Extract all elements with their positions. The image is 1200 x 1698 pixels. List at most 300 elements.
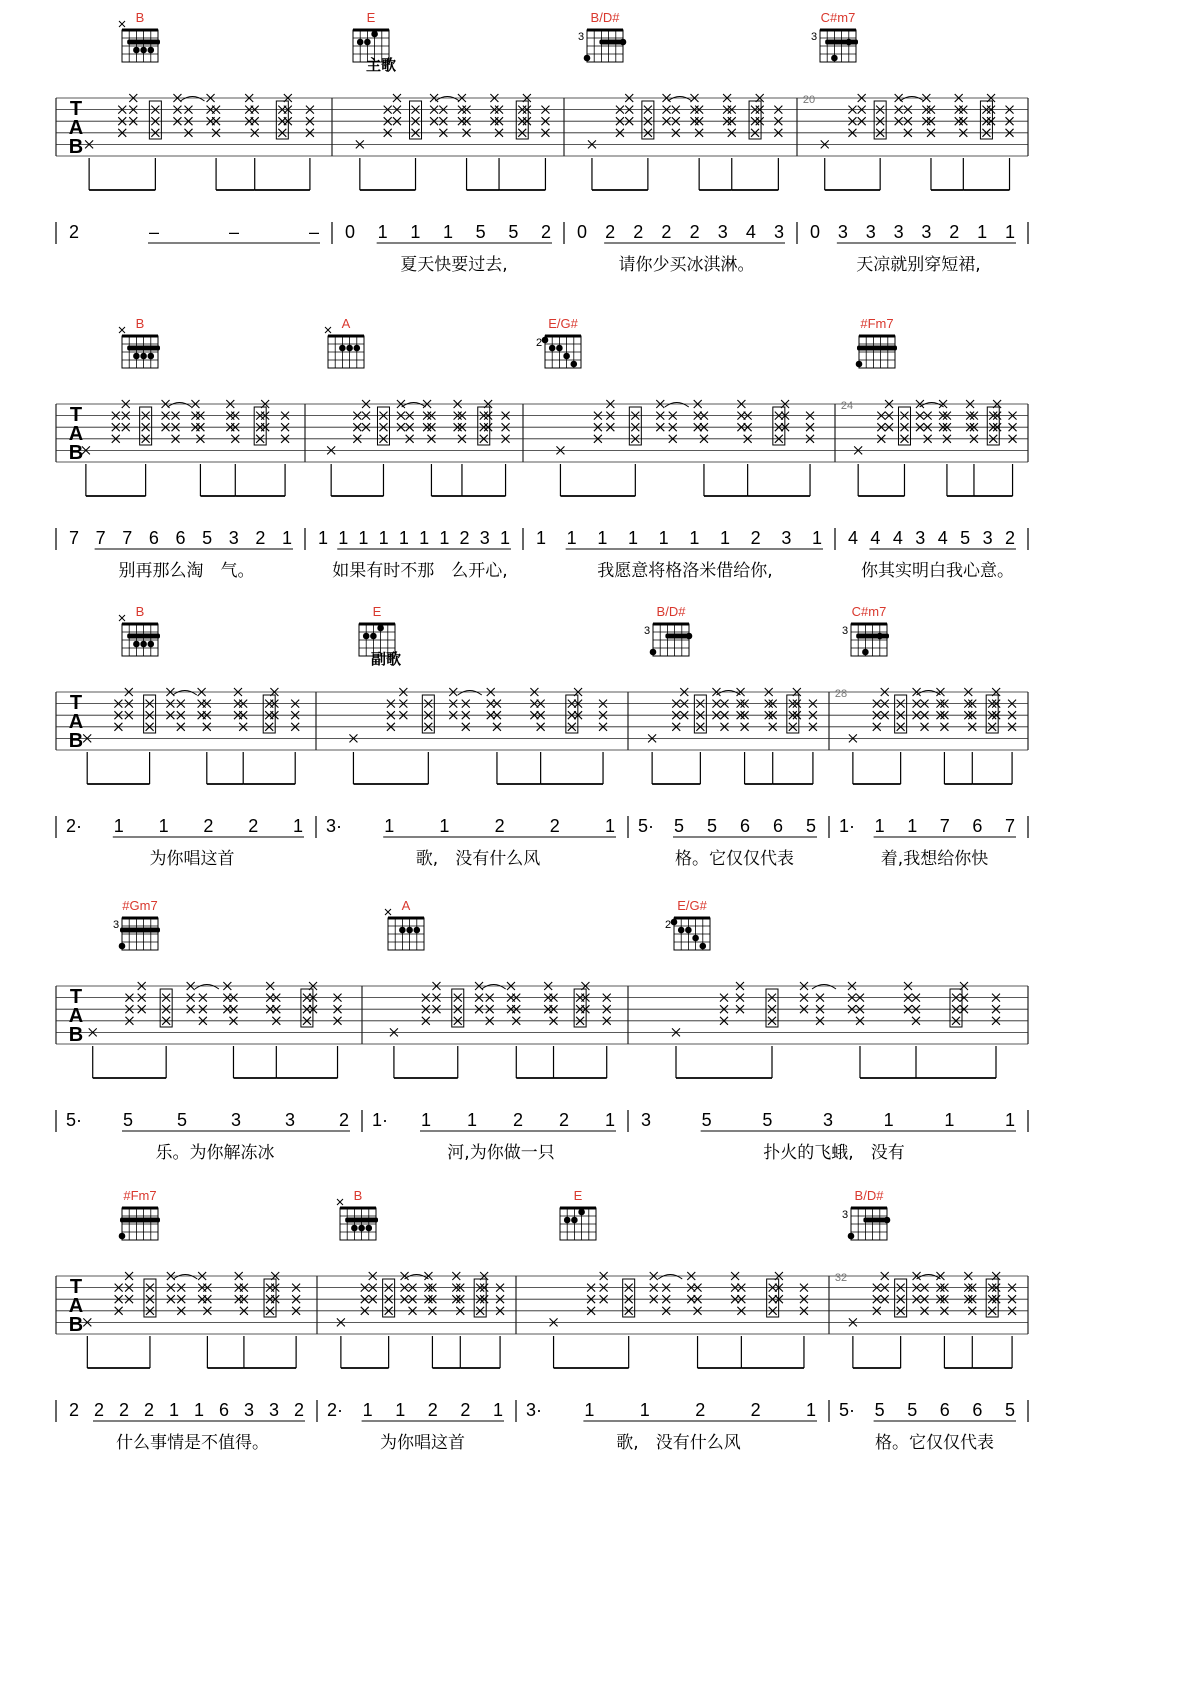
- lyric-line: 格。它仅仅代表: [675, 849, 794, 869]
- finger-dot: [364, 39, 371, 46]
- finger-dot: [884, 1217, 891, 1224]
- chord-diagram: [560, 1208, 596, 1240]
- jianpu-note: 6: [739, 816, 751, 836]
- chord-diagram: [671, 918, 710, 950]
- finger-dot: [848, 1233, 855, 1240]
- chord-diagram: [820, 30, 858, 62]
- jianpu-note: 1: [811, 528, 823, 548]
- tie-arc: [812, 985, 836, 990]
- finger-dot: [133, 353, 140, 360]
- jianpu-note: 1: [805, 1400, 817, 1420]
- jianpu-note: 1: [907, 816, 918, 836]
- tab-staff: [56, 982, 1028, 1078]
- jianpu-note: 4: [870, 528, 881, 548]
- measure-number: 20: [802, 94, 816, 106]
- jianpu-note: 4: [892, 528, 903, 548]
- finger-dot: [119, 1233, 126, 1240]
- tie-arc: [482, 985, 506, 990]
- tab-staff: [56, 688, 1028, 784]
- jianpu-note: 3: [893, 222, 904, 242]
- jianpu-note: 5: [907, 1400, 918, 1420]
- jianpu-note: 6: [939, 1400, 950, 1420]
- jianpu-note: 2: [427, 1400, 438, 1420]
- barre-mark: [127, 346, 160, 351]
- tab-clef-letter: T: [69, 986, 83, 1008]
- chord-diagram: [119, 1208, 160, 1240]
- finger-dot: [399, 927, 406, 934]
- jianpu-note: 1: [566, 528, 577, 548]
- jianpu-note: 1: [419, 528, 430, 548]
- jianpu-note: 2: [93, 1400, 105, 1420]
- tab-clef-letter: A: [68, 423, 84, 445]
- jianpu-note: 1: [439, 816, 450, 836]
- jianpu-note: 2: [68, 1400, 80, 1420]
- jianpu-note: 3: [243, 1400, 255, 1420]
- jianpu-note: 1: [719, 528, 731, 548]
- jianpu-note: 5: [805, 816, 817, 836]
- jianpu-note: 3: [284, 1110, 296, 1130]
- chord-name: B: [135, 316, 145, 331]
- jianpu-note: 7: [1004, 816, 1016, 836]
- jianpu-note: 7: [939, 816, 950, 836]
- chord-name: B: [135, 604, 145, 619]
- jianpu-note: 3: [915, 528, 926, 548]
- jianpu-note: 5·: [637, 816, 655, 836]
- jianpu-note: –: [308, 222, 320, 242]
- rhythm-pattern: [550, 1272, 808, 1368]
- finger-dot: [671, 919, 678, 926]
- finger-dot: [620, 39, 627, 46]
- jianpu-note: 5: [673, 816, 685, 836]
- jianpu-note: 7: [95, 528, 106, 548]
- fret-number: 2: [664, 919, 672, 931]
- jianpu-note: 6: [175, 528, 186, 548]
- jianpu-note: 2: [494, 816, 505, 836]
- jianpu-note: 1·: [838, 816, 856, 836]
- jianpu-note: 1: [597, 528, 608, 548]
- jianpu-note: 5: [960, 528, 971, 548]
- rhythm-pattern: [83, 688, 299, 784]
- jianpu-note: 0: [576, 222, 588, 242]
- rhythm-pattern: [356, 94, 550, 190]
- jianpu-note: 7: [122, 528, 133, 548]
- chord-name: C#m7: [851, 604, 887, 619]
- jianpu-note: 2: [143, 1400, 155, 1420]
- lyric-line: 着,我想给你快: [880, 849, 989, 869]
- jianpu-note: 2: [558, 1110, 570, 1130]
- rhythm-pattern: [849, 688, 1016, 784]
- rhythm-pattern: [672, 982, 1000, 1078]
- tab-staff: [56, 1272, 1028, 1368]
- barre-mark: [856, 634, 889, 639]
- muted-string-mark: [119, 327, 125, 333]
- jianpu-note: 1: [883, 1110, 894, 1130]
- jianpu-note: 3: [921, 222, 932, 242]
- finger-dot: [133, 641, 140, 648]
- tie-arc: [658, 1275, 682, 1280]
- jianpu-note: 1: [604, 1110, 616, 1130]
- jianpu-note: 2: [459, 528, 470, 548]
- measure-number: 24: [840, 400, 854, 412]
- fret-number: 3: [841, 1209, 849, 1221]
- jianpu-note: 1: [317, 528, 329, 548]
- lyric-line: 请你少买冰淇淋。: [618, 255, 755, 275]
- jianpu-note: 1: [499, 528, 511, 548]
- jianpu-note: 2: [750, 1400, 761, 1420]
- finger-dot: [549, 345, 556, 352]
- jianpu-note: 1: [442, 222, 454, 242]
- finger-dot: [877, 633, 884, 640]
- jianpu-note: 1: [168, 1400, 180, 1420]
- jianpu-note: 2: [203, 816, 214, 836]
- jianpu-note: 1: [466, 1110, 478, 1130]
- jianpu-note: 1: [395, 1400, 406, 1420]
- jianpu-note: 2: [633, 222, 644, 242]
- finger-dot: [831, 55, 838, 62]
- rhythm-pattern: [588, 94, 782, 190]
- jianpu-note: 1: [292, 816, 304, 836]
- chord-name: B: [353, 1188, 363, 1203]
- jianpu-note: 2: [460, 1400, 471, 1420]
- system-3: [56, 615, 1028, 838]
- tab-clef-letter: B: [68, 1314, 84, 1336]
- rhythm-pattern: [556, 400, 814, 496]
- chord-diagram: [119, 918, 160, 950]
- measure-number: 32: [834, 1272, 848, 1284]
- jianpu-note: 5: [762, 1110, 773, 1130]
- finger-dot: [354, 345, 361, 352]
- muted-string-mark: [385, 909, 391, 915]
- chord-diagram: [856, 336, 897, 368]
- jianpu-note: 1: [113, 816, 124, 836]
- jianpu-note: 1: [358, 528, 369, 548]
- finger-dot: [140, 353, 147, 360]
- jianpu-note: 3: [268, 1400, 280, 1420]
- lyric-line: 别再那么淘 气。: [118, 561, 255, 581]
- system-5: [56, 1199, 1028, 1422]
- tie-arc: [173, 1275, 197, 1280]
- jianpu-note: 3: [228, 528, 239, 548]
- finger-dot: [686, 633, 693, 640]
- jianpu-note: 1: [492, 1400, 504, 1420]
- jianpu-note: 5: [508, 222, 519, 242]
- tie-arc: [435, 97, 459, 102]
- finger-dot: [366, 1225, 373, 1232]
- jianpu-note: 0: [344, 222, 356, 242]
- finger-dot: [148, 47, 155, 54]
- jianpu-note: 1: [398, 528, 409, 548]
- jianpu-note: 2·: [326, 1400, 344, 1420]
- finger-dot: [148, 353, 155, 360]
- tie-arc: [668, 97, 692, 102]
- barre-mark: [120, 1218, 160, 1223]
- finger-dot: [556, 345, 563, 352]
- tie-arc: [405, 1275, 429, 1280]
- tab-clef-letter: B: [68, 730, 84, 752]
- fret-number: 2: [535, 337, 543, 349]
- finger-dot: [578, 1209, 585, 1216]
- jianpu-note: 1: [378, 528, 389, 548]
- rhythm-pattern: [337, 1272, 504, 1368]
- jianpu-note: 3: [230, 1110, 242, 1130]
- lyric-line: 为你唱这首: [380, 1433, 465, 1453]
- chord-diagram: [584, 30, 627, 62]
- chord-name: #Fm7: [860, 316, 894, 331]
- lyric-line: 什么事情是不值得。: [116, 1433, 269, 1453]
- muted-string-mark: [337, 1199, 343, 1205]
- tab-clef-letter: T: [69, 1276, 83, 1298]
- jianpu-note: 4: [937, 528, 948, 548]
- tie-arc: [900, 97, 924, 102]
- finger-dot: [148, 641, 155, 648]
- jianpu-note: 1: [1004, 1110, 1016, 1130]
- fret-number: 3: [577, 31, 585, 43]
- jianpu-note: 1: [639, 1400, 650, 1420]
- finger-dot: [584, 55, 591, 62]
- jianpu-note: 6: [772, 816, 784, 836]
- finger-dot: [140, 47, 147, 54]
- jianpu-note: 1: [977, 222, 988, 242]
- jianpu-note: 1: [944, 1110, 955, 1130]
- jianpu-note: 1: [604, 816, 616, 836]
- tab-clef-letter: A: [68, 1005, 84, 1027]
- jianpu-note: 2: [689, 222, 700, 242]
- jianpu-note: 2: [338, 1110, 350, 1130]
- jianpu-note: 5·: [838, 1400, 856, 1420]
- barre-mark: [127, 634, 160, 639]
- fret-number: 3: [643, 625, 651, 637]
- lyric-line: 夏天快要过去,: [400, 255, 508, 275]
- lyric-line: 扑火的飞蛾, 没有: [763, 1143, 905, 1163]
- jianpu-note: 2: [750, 528, 761, 548]
- tie-arc: [665, 403, 689, 408]
- tab-clef-letter: T: [69, 98, 83, 120]
- jianpu-note: 5: [701, 1110, 712, 1130]
- jianpu-note: 2: [293, 1400, 305, 1420]
- jianpu-note: 3: [837, 222, 848, 242]
- chord-name: B/D#: [590, 10, 620, 25]
- jianpu-note: 2·: [65, 816, 83, 836]
- chord-name: E: [372, 604, 382, 619]
- chord-diagram: [119, 21, 160, 62]
- jianpu-note: 5: [475, 222, 486, 242]
- section-label-verse: 主歌: [365, 56, 397, 74]
- jianpu-note: 1·: [371, 1110, 389, 1130]
- chord-name: B/D#: [656, 604, 686, 619]
- chord-diagram: [337, 1199, 378, 1240]
- jianpu-note: 1: [439, 528, 450, 548]
- finger-dot: [563, 353, 570, 360]
- tab-clef-letter: A: [68, 1295, 84, 1317]
- muted-string-mark: [119, 21, 125, 27]
- jianpu-note: 5: [706, 816, 718, 836]
- rhythm-pattern: [83, 1272, 300, 1368]
- finger-dot: [650, 649, 657, 656]
- jianpu-note: 1: [338, 528, 349, 548]
- chord-name: E/G#: [677, 898, 707, 913]
- jianpu-note: 5: [202, 528, 213, 548]
- finger-dot: [856, 361, 863, 368]
- tie-arc: [168, 403, 192, 408]
- jianpu-note: 1: [874, 816, 885, 836]
- rhythm-pattern: [390, 982, 611, 1078]
- chord-name: #Fm7: [123, 1188, 157, 1203]
- rhythm-pattern: [648, 688, 817, 784]
- muted-string-mark: [119, 615, 125, 621]
- finger-dot: [351, 1225, 358, 1232]
- finger-dot: [571, 1217, 578, 1224]
- jianpu-note: 3: [982, 528, 993, 548]
- jianpu-note: 6: [148, 528, 159, 548]
- jianpu-note: 5: [874, 1400, 885, 1420]
- jianpu-note: 7: [68, 528, 80, 548]
- finger-dot: [564, 1217, 571, 1224]
- lyric-line: 格。它仅仅代表: [875, 1433, 994, 1453]
- fret-number: 3: [112, 919, 120, 931]
- lyric-line: 歌, 没有什么风: [616, 1433, 741, 1453]
- lyric-line: 为你唱这首: [149, 849, 235, 869]
- jianpu-note: 2: [695, 1400, 706, 1420]
- rhythm-pattern: [821, 94, 1014, 190]
- chord-diagram: [848, 1208, 891, 1240]
- jianpu-note: 2: [68, 222, 80, 242]
- section-label-chorus: 副歌: [370, 650, 402, 668]
- jianpu-note: 2: [549, 816, 560, 836]
- finger-dot: [370, 633, 377, 640]
- jianpu-note: 1: [584, 1400, 595, 1420]
- finger-dot: [357, 39, 364, 46]
- jianpu-note: 4: [847, 528, 859, 548]
- jianpu-note: 2: [248, 816, 259, 836]
- finger-dot: [363, 633, 370, 640]
- jianpu-note: 1: [281, 528, 293, 548]
- tab-clef-letter: T: [69, 404, 83, 426]
- tab-clef-letter: B: [68, 442, 84, 464]
- chord-name: A: [341, 316, 351, 331]
- lyric-line: 天凉就别穿短裙,: [856, 255, 981, 275]
- lyric-line: 你其实明白我心意。: [861, 561, 1014, 581]
- jianpu-note: 2: [605, 222, 616, 242]
- jianpu-note: 1: [410, 222, 421, 242]
- lyric-line: 我愿意将格洛米借给你,: [597, 561, 773, 581]
- barre-mark: [825, 40, 858, 45]
- tie-arc: [180, 97, 204, 102]
- jianpu-note: 3: [717, 222, 728, 242]
- barre-mark: [127, 40, 160, 45]
- jianpu-note: 1: [377, 222, 388, 242]
- jianpu-note: 2: [1004, 528, 1016, 548]
- jianpu-note: 3: [479, 528, 490, 548]
- lyric-line: 如果有时不那 么开心,: [332, 561, 508, 581]
- jianpu-note: –: [148, 222, 160, 242]
- finger-dot: [358, 1225, 365, 1232]
- tab-clef-letter: B: [68, 136, 84, 158]
- finger-dot: [846, 39, 853, 46]
- rhythm-pattern: [327, 400, 509, 496]
- chord-name: B/D#: [854, 1188, 884, 1203]
- system-2: [56, 327, 1028, 550]
- jianpu-note: 2: [661, 222, 672, 242]
- chord-name: E: [573, 1188, 583, 1203]
- chord-diagram: [650, 624, 693, 656]
- tie-arc: [173, 691, 197, 696]
- rhythm-pattern: [854, 400, 1016, 496]
- jianpu-note: 1: [384, 816, 395, 836]
- finger-dot: [377, 625, 384, 632]
- jianpu-note: 6: [218, 1400, 230, 1420]
- jianpu-note: 1: [158, 816, 169, 836]
- rhythm-pattern: [849, 1272, 1016, 1368]
- jianpu-note: 1: [535, 528, 547, 548]
- jianpu-note: 3: [640, 1110, 652, 1130]
- finger-dot: [346, 345, 353, 352]
- rhythm-pattern: [85, 94, 314, 190]
- system-1: [56, 21, 1028, 244]
- tie-arc: [402, 403, 426, 408]
- rhythm-pattern: [89, 982, 342, 1078]
- tab-clef-letter: A: [68, 711, 84, 733]
- finger-dot: [133, 47, 140, 54]
- barre-mark: [120, 928, 160, 933]
- finger-dot: [685, 927, 692, 934]
- finger-dot: [414, 927, 421, 934]
- finger-dot: [542, 337, 549, 344]
- tab-staff: [56, 400, 1028, 496]
- finger-dot: [406, 927, 413, 934]
- jianpu-note: 1: [689, 528, 700, 548]
- jianpu-note: 3: [865, 222, 876, 242]
- tie-arc: [917, 691, 941, 696]
- finger-dot: [862, 649, 869, 656]
- tie-arc: [195, 985, 219, 990]
- jianpu-note: 6: [972, 1400, 983, 1420]
- fret-number: 3: [841, 625, 849, 637]
- jianpu-note: 2: [540, 222, 552, 242]
- jianpu-note: 1: [1004, 222, 1016, 242]
- chord-diagram: [385, 909, 424, 950]
- tie-arc: [716, 691, 740, 696]
- chord-diagram: [542, 336, 581, 368]
- jianpu-note: 1: [362, 1400, 373, 1420]
- jianpu-note: 5: [176, 1110, 188, 1130]
- jianpu-note: 3·: [525, 1400, 543, 1420]
- jianpu-note: 5: [1004, 1400, 1016, 1420]
- chord-name: #Gm7: [122, 898, 158, 913]
- measure-number: 28: [834, 688, 848, 700]
- barre-mark: [857, 346, 897, 351]
- jianpu-note: 6: [972, 816, 983, 836]
- tie-arc: [917, 1275, 941, 1280]
- jianpu-note: 5: [122, 1110, 134, 1130]
- muted-string-mark: [325, 327, 331, 333]
- chord-diagram: [119, 615, 160, 656]
- jianpu-note: 3: [781, 528, 792, 548]
- chord-name: A: [401, 898, 411, 913]
- jianpu-note: –: [228, 222, 240, 242]
- jianpu-note: 3·: [325, 816, 343, 836]
- chord-diagram: [325, 327, 364, 368]
- jianpu-note: 1: [658, 528, 669, 548]
- chord-name: C#m7: [820, 10, 856, 25]
- jianpu-note: 2: [255, 528, 266, 548]
- finger-dot: [678, 927, 685, 934]
- jianpu-note: 2: [512, 1110, 524, 1130]
- tab-clef-letter: A: [68, 117, 84, 139]
- tab-staff: [56, 94, 1028, 190]
- tab-clef-letter: T: [69, 692, 83, 714]
- finger-dot: [140, 641, 147, 648]
- finger-dot: [119, 943, 126, 950]
